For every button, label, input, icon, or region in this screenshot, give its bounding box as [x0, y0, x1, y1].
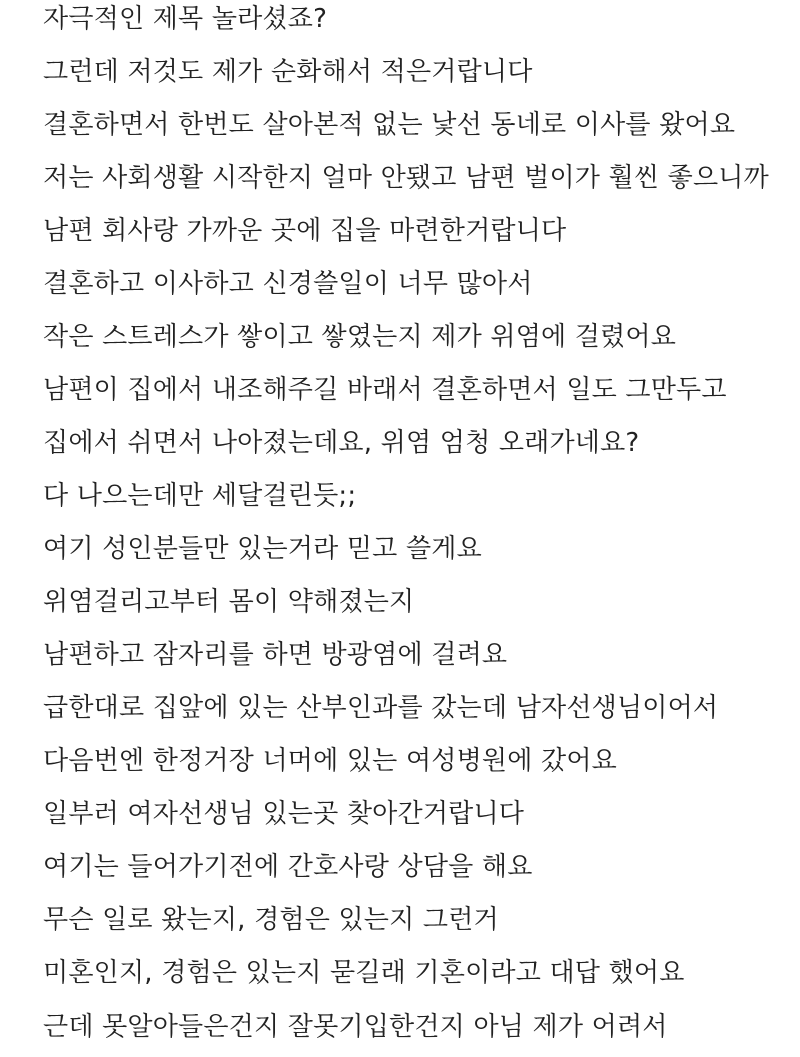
post-line: 결혼하고 이사하고 신경쓸일이 너무 많아서 — [43, 269, 533, 299]
post-line: 작은 스트레스가 쌓이고 쌓였는지 제가 위염에 걸렸어요 — [43, 322, 677, 352]
post-line: 결혼하면서 한번도 살아본적 없는 낯선 동네로 이사를 왔어요 — [43, 110, 736, 140]
post-line: 미혼인지, 경험은 있는지 묻길래 기혼이라고 대답 했어요 — [43, 958, 685, 988]
post-line: 여기 성인분들만 있는거라 믿고 쓸게요 — [43, 534, 482, 564]
post-line: 무슨 일로 왔는지, 경험은 있는지 그런거 — [43, 905, 499, 935]
post-line: 저는 사회생활 시작한지 얼마 안됐고 남편 벌이가 훨씬 좋으니까 — [43, 163, 769, 193]
post-line: 일부러 여자선생님 있는곳 찾아간거랍니다 — [43, 799, 525, 829]
post-line: 집에서 쉬면서 나아졌는데요, 위염 엄청 오래가네요? — [43, 428, 640, 458]
post-line: 다 나으는데만 세달걸린듯;; — [43, 481, 357, 511]
post-line: 남편하고 잠자리를 하면 방광염에 걸려요 — [43, 640, 508, 670]
post-line: 급한대로 집앞에 있는 산부인과를 갔는데 남자선생님이어서 — [43, 693, 719, 723]
post-line: 남편 회사랑 가까운 곳에 집을 마련한거랍니다 — [43, 216, 567, 246]
post-line: 남편이 집에서 내조해주길 바래서 결혼하면서 일도 그만두고 — [43, 375, 727, 405]
post-line: 그런데 저것도 제가 순화해서 적은거랍니다 — [43, 57, 533, 87]
post-line: 근데 못알아들은건지 잘못기입한건지 아님 제가 어려서 — [43, 1012, 668, 1042]
post-line: 위염걸리고부터 몸이 약해졌는지 — [43, 587, 415, 617]
post-line: 다음번엔 한정거장 너머에 있는 여성병원에 갔어요 — [43, 746, 617, 776]
post-body — [43, 0, 790, 1057]
post-line: 자극적인 제목 놀라셨죠? — [43, 4, 328, 34]
post-line: 여기는 들어가기전에 간호사랑 상담을 해요 — [43, 852, 533, 882]
